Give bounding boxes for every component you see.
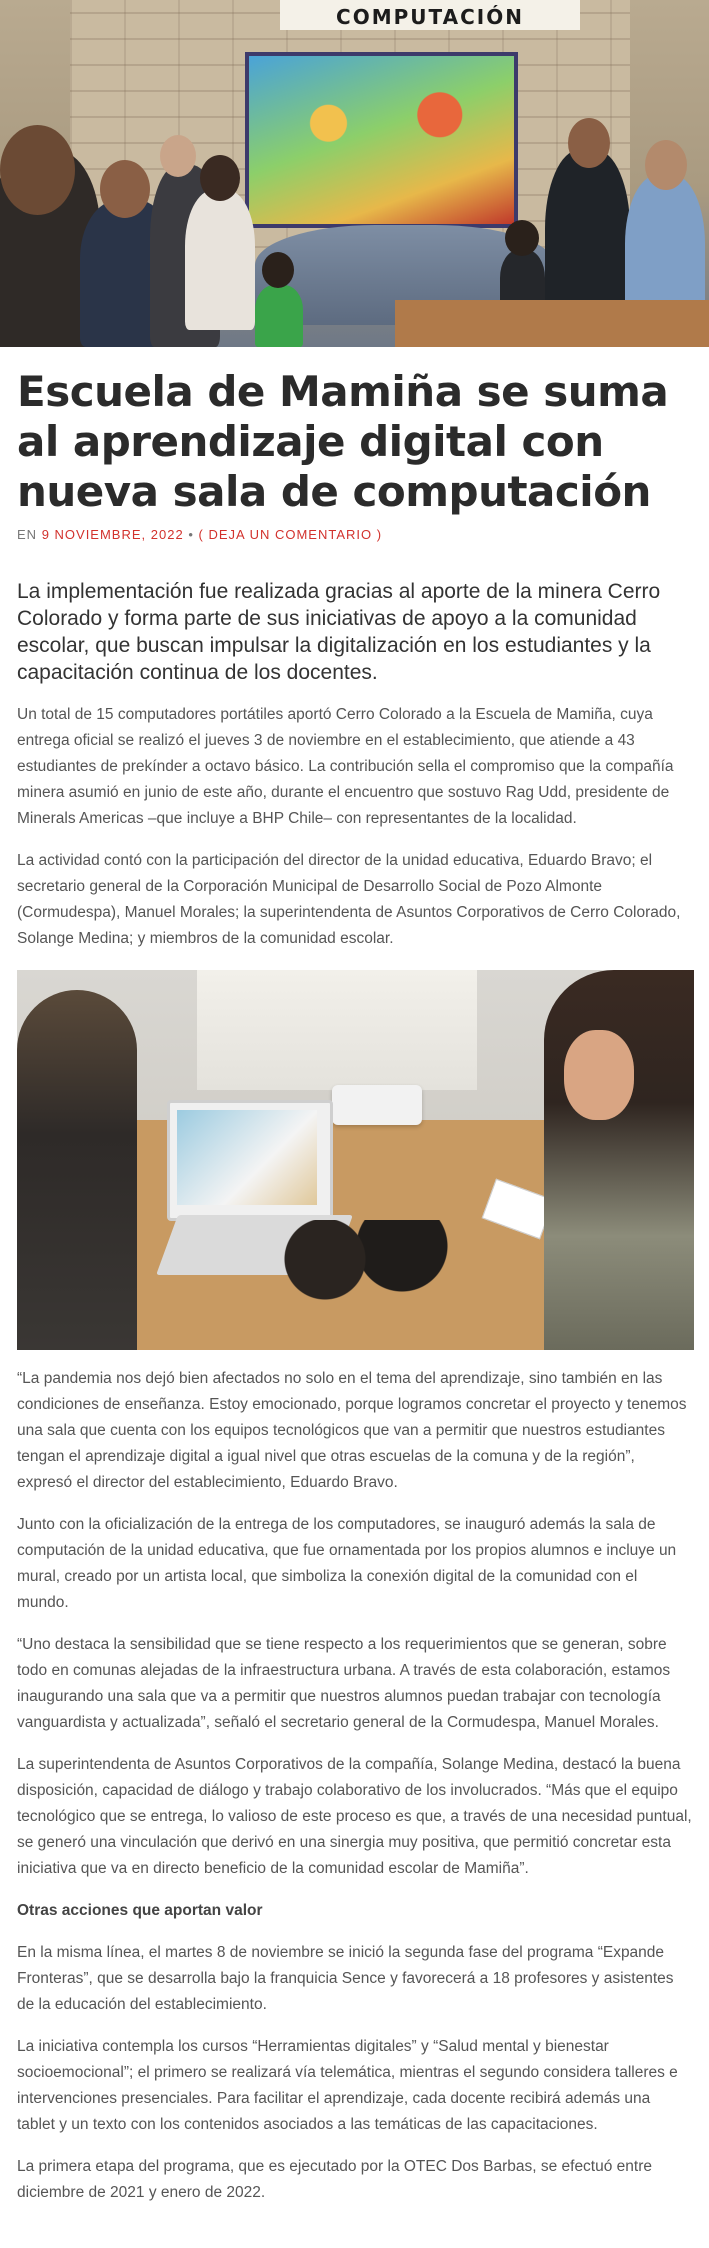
person-left-2-head xyxy=(100,160,150,218)
person-left-3-head xyxy=(160,135,196,177)
person-center-woman-head xyxy=(200,155,240,201)
paragraph: La actividad contó con la participación del director de la unidad educativa, Eduardo Bravo; el secretario general de la Corporación Municipal de Desarrollo Social de Pozo Almonte (Cormudespa), Manuel Morales; la superintendenta de Asuntos Corporativos de Cerro Colorado, Solange Medina; y miembros de la comunidad escolar. xyxy=(17,852,681,947)
woman-right-face xyxy=(564,1030,634,1120)
article xyxy=(0,347,709,2206)
paragraph: “La pandemia nos dejó bien afectados no solo en el tema del aprendizaje, sino también en las condiciones de enseñanza. Estoy emocionado, porque logramos concretar el proyecto y tenemos una sala que cuenta con los equipos tecnológicos que van a permitir que nuestros estudiantes tengan el aprendizaje digital a igual nivel que otras escuelas de la comuna y de la región”, expresó el director del establecimiento, Eduardo Bravo. xyxy=(17,1370,687,1491)
laptop-screen xyxy=(177,1110,317,1205)
child-green-head xyxy=(262,252,294,288)
paragraph: Junto con la oficialización de la entrega de los computadores, se inauguró además la sala de computación de la unidad educativa, que fue ornamentada por los propios alumnos e incluye un mural, creado por un artista local, que simboliza la conexión digital de la comunidad con el mundo. xyxy=(17,1516,677,1611)
mural-image xyxy=(245,52,518,228)
person-center-woman xyxy=(185,190,255,330)
man-blue-shirt-head xyxy=(645,140,687,190)
child-green xyxy=(255,285,303,347)
woman-right xyxy=(544,970,694,1350)
leave-comment-link[interactable]: ( DEJA UN COMENTARIO ) xyxy=(198,527,383,542)
wall-sign: COMPUTACIÓN xyxy=(280,0,580,30)
table xyxy=(395,300,709,347)
router-device xyxy=(332,1085,422,1125)
children-heads xyxy=(237,1220,457,1350)
article-meta xyxy=(17,527,692,542)
person-left-1-head xyxy=(0,125,75,215)
paragraph: Un total de 15 computadores portátiles aportó Cerro Colorado a la Escuela de Mamiña, cuya entrega oficial se realizó el jueves 3 de noviembre en el establecimiento, que atiende a 43 estudiantes de prekínder a octavo básico. La contribución sella el compromiso que la compañía minera asumió en junio de este año, durante el encuentro que sostuvo Rag Udd, presidente de Minerals Americas –que incluye a BHP Chile– con representantes de la localidad. xyxy=(17,706,674,827)
meta-separator: • xyxy=(188,527,194,542)
article-title: Escuela de Mamiña se suma al aprendizaje digital con nueva sala de computación xyxy=(17,367,669,516)
child-right-head xyxy=(505,220,539,256)
paragraph: “Uno destaca la sensibilidad que se tiene respecto a los requerimientos que se generan, sobre todo en comunas alejadas de la infraestructura urbana. A través de esta colaboración, estamos inaugurando una sala que va a permitir que nuestros alumnos puedan trabajar con tecnología vanguardista y actualizada”, señaló el secretario general de la Cormudespa, Manuel Morales. xyxy=(17,1636,671,1731)
man-suit-head xyxy=(568,118,610,168)
paragraph: La primera etapa del programa, que es ejecutado por la OTEC Dos Barbas, se efectuó entre diciembre de 2021 y enero de 2022. xyxy=(17,2158,652,2201)
person-left xyxy=(17,990,137,1350)
window xyxy=(197,970,477,1090)
classroom-photo xyxy=(17,970,694,1350)
paragraph: En la misma línea, el martes 8 de noviembre se inició la segunda fase del programa “Expande Fronteras”, que se desarrolla bajo la franquicia Sence y favorecerá a 18 profesores y asistentes de la educación del establecimiento. xyxy=(17,1944,674,2013)
meta-prefix: EN xyxy=(17,527,38,542)
section-subheading: Otras acciones que aportan valor xyxy=(17,1902,263,1919)
article-lead: La implementación fue realizada gracias al aporte de la minera Cerro Colorado y forma parte de sus iniciativas de apoyo a la comunidad escolar, que buscan impulsar la digitalización en los estudiantes y la capacitación continua de los docentes. xyxy=(17,580,661,684)
paragraph: La iniciativa contempla los cursos “Herramientas digitales” y “Salud mental y bienestar socioemocional”; el primero se realizará vía telemática, mientras el segundo considera talleres e intervenciones presenciales. Para facilitar el aprendizaje, cada docente recibirá además una tablet y un texto con los contenidos asociados a las temáticas de las capacitaciones. xyxy=(17,2038,678,2133)
date-link[interactable]: 9 NOVIEMBRE, 2022 xyxy=(41,527,184,542)
paragraph: La superintendenta de Asuntos Corporativos de la compañía, Solange Medina, destacó la buena disposición, capacidad de diálogo y trabajo colaborativo de los involucrados. “Más que el equipo tecnológico que se entrega, lo valioso de este proceso es que, a través de una necesidad puntual, se generó una vinculación que derivó en una sinergia muy positiva, que permitió concretar esta iniciativa que va en directo beneficio de la comunidad escolar de Mamiña”. xyxy=(17,1756,692,1877)
hero-photo xyxy=(0,0,709,347)
